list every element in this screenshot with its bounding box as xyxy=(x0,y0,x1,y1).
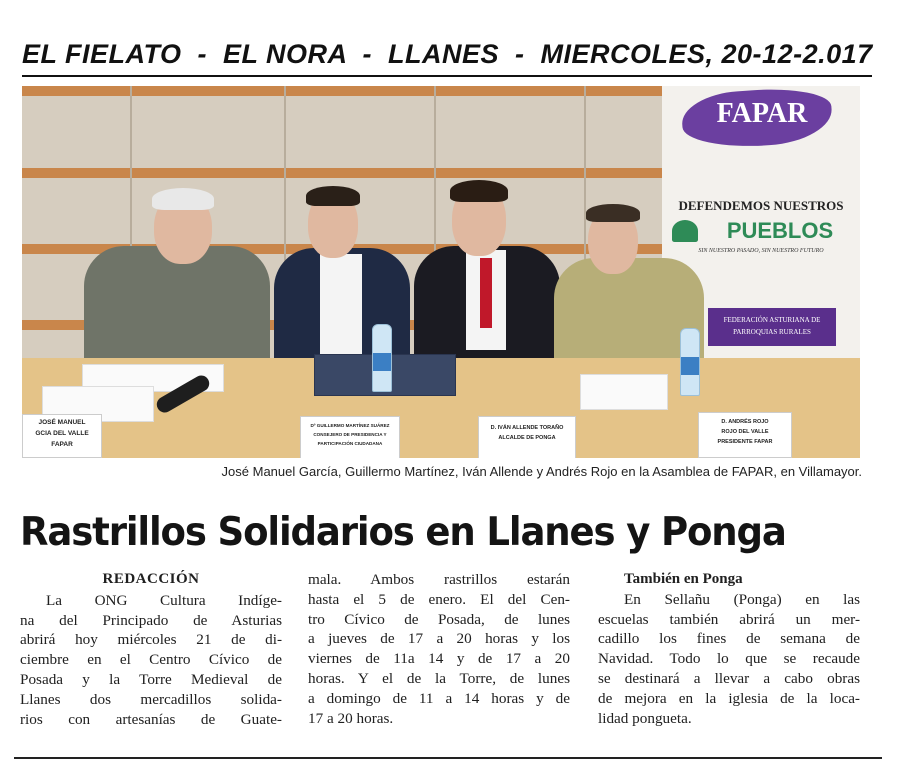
banner-federation-line: FEDERACIÓN ASTURIANA DE xyxy=(723,316,821,324)
banner-federation-box xyxy=(708,308,836,346)
water-bottle xyxy=(680,328,700,396)
article-line: Navidad. Todo lo que se recaude xyxy=(598,650,860,668)
name-placard xyxy=(478,416,576,458)
bottle-label xyxy=(681,357,699,375)
article-column-2 xyxy=(308,570,570,728)
article-line: ciembre en el Centro Cívico de xyxy=(20,651,282,669)
placard-line: ROJO DEL VALLE xyxy=(721,429,769,435)
person-shirt xyxy=(320,254,362,354)
pueblos-logo-icon xyxy=(672,220,698,242)
article-line: En Sellañu (Ponga) en las xyxy=(624,590,860,608)
article-column-1 xyxy=(20,570,282,729)
article-line: abrirá hoy miércoles 21 de di- xyxy=(20,631,282,649)
person-hair xyxy=(586,204,640,222)
article-line: horas. Y el de la Torre, de lunes xyxy=(308,669,570,687)
name-placard xyxy=(698,412,792,458)
bottom-rule xyxy=(14,757,882,759)
article-headline: Rastrillos Solidarios en Llanes y Ponga xyxy=(20,510,786,555)
article-column-3 xyxy=(598,570,860,728)
placard-line: D. IVÁN ALLENDE TORAÑO xyxy=(490,425,564,431)
article-line: La ONG Cultura Indíge- xyxy=(46,591,282,609)
wall-band xyxy=(22,86,682,96)
article-byline: REDACCIÓN xyxy=(102,571,200,587)
placard-line: Dº GUILLERMO MARTÍNEZ SUÁREZ xyxy=(310,423,390,428)
article-line: se destinará a llevar a cabo obras xyxy=(598,669,860,687)
article-line: Llanes dos mercadillos solida- xyxy=(20,690,282,708)
article-line: hasta el 5 de enero. El del Cen- xyxy=(308,590,570,608)
article-line: lidad pongueta. xyxy=(598,709,692,727)
article-line: tro Cívico de Posada, de lunes xyxy=(308,610,570,628)
article-line: na del Principado de Asturias xyxy=(20,611,282,629)
wall-band xyxy=(22,168,682,178)
banner-slogan-line3: SIN NUESTRO PASADO, SIN NUESTRO FUTURO xyxy=(698,248,824,254)
person-hair xyxy=(450,180,508,202)
person-tie xyxy=(480,258,492,328)
banner-slogan-line1: DEFENDEMOS NUESTROS xyxy=(678,198,844,213)
placard-line: JOSÉ MANUEL xyxy=(38,419,86,426)
article-line: viernes de 11a 14 y de 17 a 20 xyxy=(308,650,570,668)
article-line: a jueves de 17 a 20 horas y los xyxy=(308,630,570,648)
placard-line: ALCALDE DE PONGA xyxy=(498,435,556,441)
article-line: mala. Ambos rastrillos estarán xyxy=(308,571,570,588)
header-rule xyxy=(22,75,872,77)
banner-logo-text: FAPAR xyxy=(716,98,808,129)
placard-line: CONSEJERO DE PRESIDENCIA Y xyxy=(313,432,387,437)
article-line: escuelas también abrirá un mer- xyxy=(598,610,860,628)
water-bottle xyxy=(372,324,392,392)
placard-line: PARTICIPACIÓN CIUDADANA xyxy=(317,441,383,446)
article-line: de mejora en la iglesia de la loca- xyxy=(598,689,860,707)
person-body xyxy=(84,246,270,376)
name-placard xyxy=(300,416,400,458)
article-line: a domingo de 11 a 14 horas y de xyxy=(308,689,570,707)
placard-line: GCIA DEL VALLE xyxy=(35,430,89,437)
person-hair xyxy=(306,186,360,206)
banner-federation-text xyxy=(708,314,836,338)
person-hair xyxy=(152,188,214,210)
placard-line: PRESIDENTE FAPAR xyxy=(717,439,773,445)
banner-slogan-line2: PUEBLOS xyxy=(726,218,834,243)
placard-line: D. ANDRÉS ROJO xyxy=(721,419,769,425)
article-line: 17 a 20 horas. xyxy=(308,709,394,727)
article-line: rios con artesanías de Guate- xyxy=(20,710,282,728)
placard-line: FAPAR xyxy=(51,441,73,448)
page-header: EL FIELATO - EL NORA - LLANES - MIERCOLES, 20-12-2.017 xyxy=(22,39,873,69)
bottle-label xyxy=(373,353,391,371)
article-line: Posada y la Torre Medieval de xyxy=(20,670,282,688)
article-subhead: También en Ponga xyxy=(624,571,743,587)
document-paper xyxy=(580,374,668,410)
article-line: cadillo los fines de semana de xyxy=(598,630,860,648)
news-photo xyxy=(22,86,860,458)
banner-federation-line: PARROQUIAS RURALES xyxy=(733,328,811,336)
name-placard xyxy=(22,414,102,458)
photo-caption: José Manuel García, Guillermo Martínez, Iván Allende y Andrés Rojo en la Asamblea de FAPAR, en Villamayor. xyxy=(221,464,862,479)
